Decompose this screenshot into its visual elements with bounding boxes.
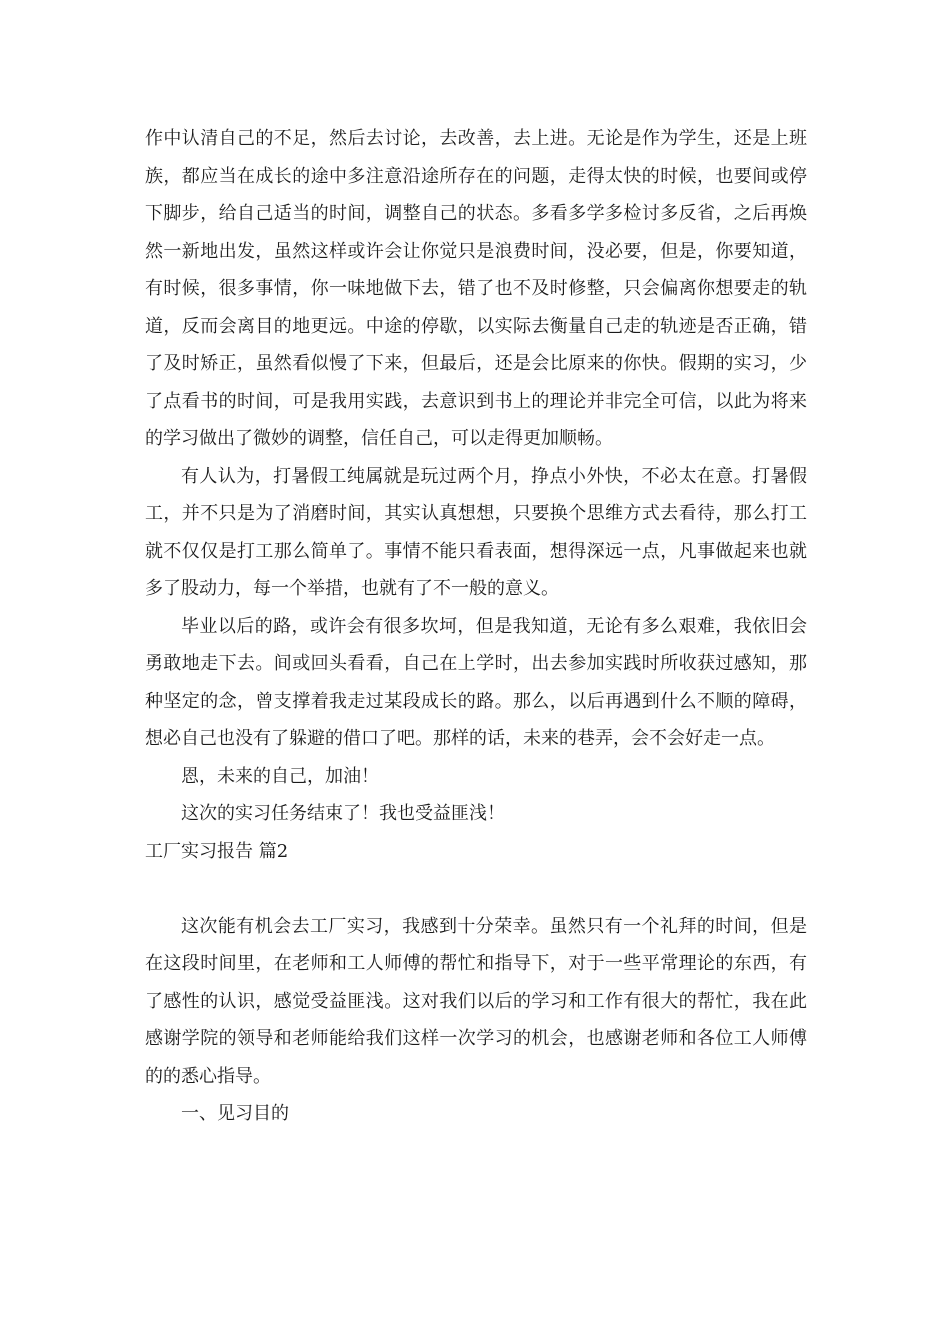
paragraph-factory-intro: 这次能有机会去工厂实习，我感到十分荣幸。虽然只有一个礼拜的时间，但是在这段时间里，在老师和工人师傅的帮忙和指导下，对于一些平常理论的东西，有了感性的认识，感觉受益匪浅。这对我们以后的学习和工作有很大的帮忙，我在此感谢学院的领导和老师能给我们这样一次学习的机会，也感谢老师和各位工人师傅的的悉心指导。 — [145, 915, 807, 1087]
paragraph-encouragement: 恩，未来的自己，加油！ — [181, 765, 379, 787]
paragraph-after-graduation: 毕业以后的路，或许会有很多坎坷，但是我知道，无论有多么艰难，我依旧会勇敢地走下去。间或回头看看，自己在上学时，出去参加实践时所收获过感知，那种坚定的念，曾支撑着我走过某段成长的路。那么，以后再遇到什么不顺的障碍，想必自己也没有了躲避的借口了吧。那样的话，未来的巷弄，会不会好走一点。 — [145, 615, 807, 749]
subheading-purpose: 一、见习目的 — [181, 1103, 289, 1124]
document-body — [145, 120, 807, 1133]
blank-line — [145, 870, 807, 908]
section-title: 工厂实习报告 篇2 — [145, 840, 289, 862]
paragraph-conclusion: 这次的实习任务结束了！我也受益匪浅！ — [181, 803, 505, 824]
paragraph-continuation: 作中认清自己的不足，然后去讨论，去改善，去上进。无论是作为学生，还是上班族，都应当在成长的途中多注意沿途所存在的问题，走得太快的时候，也要间或停下脚步，给自己适当的时间，调整自己的状态。多看多学多检讨多反省，之后再焕然一新地出发，虽然这样或许会让你觉只是浪费时间，没必要，但是，你要知道，有时候，很多事情，你一味地做下去，错了也不及时修整，只会偏离你想要走的轨道，反而会离目的地更远。中途的停歇，以实际去衡量自己走的轨迹是否正确，错了及时矫正，虽然看似慢了下来，但最后，还是会比原来的你快。假期的实习，少了点看书的时间，可是我用实践，去意识到书上的理论并非完全可信，以此为将来的学习做出了微妙的调整，信任自己，可以走得更加顺畅。 — [145, 128, 807, 449]
paragraph-summer-job: 有人认为，打暑假工纯属就是玩过两个月，挣点小外快，不必太在意。打暑假工，并不只是为了消磨时间，其实认真想想，只要换个思维方式去看待，那么打工就不仅仅是打工那么简单了。事情不能只看表面，想得深远一点，凡事做起来也就多了股动力，每一个举措，也就有了不一般的意义。 — [145, 465, 807, 599]
